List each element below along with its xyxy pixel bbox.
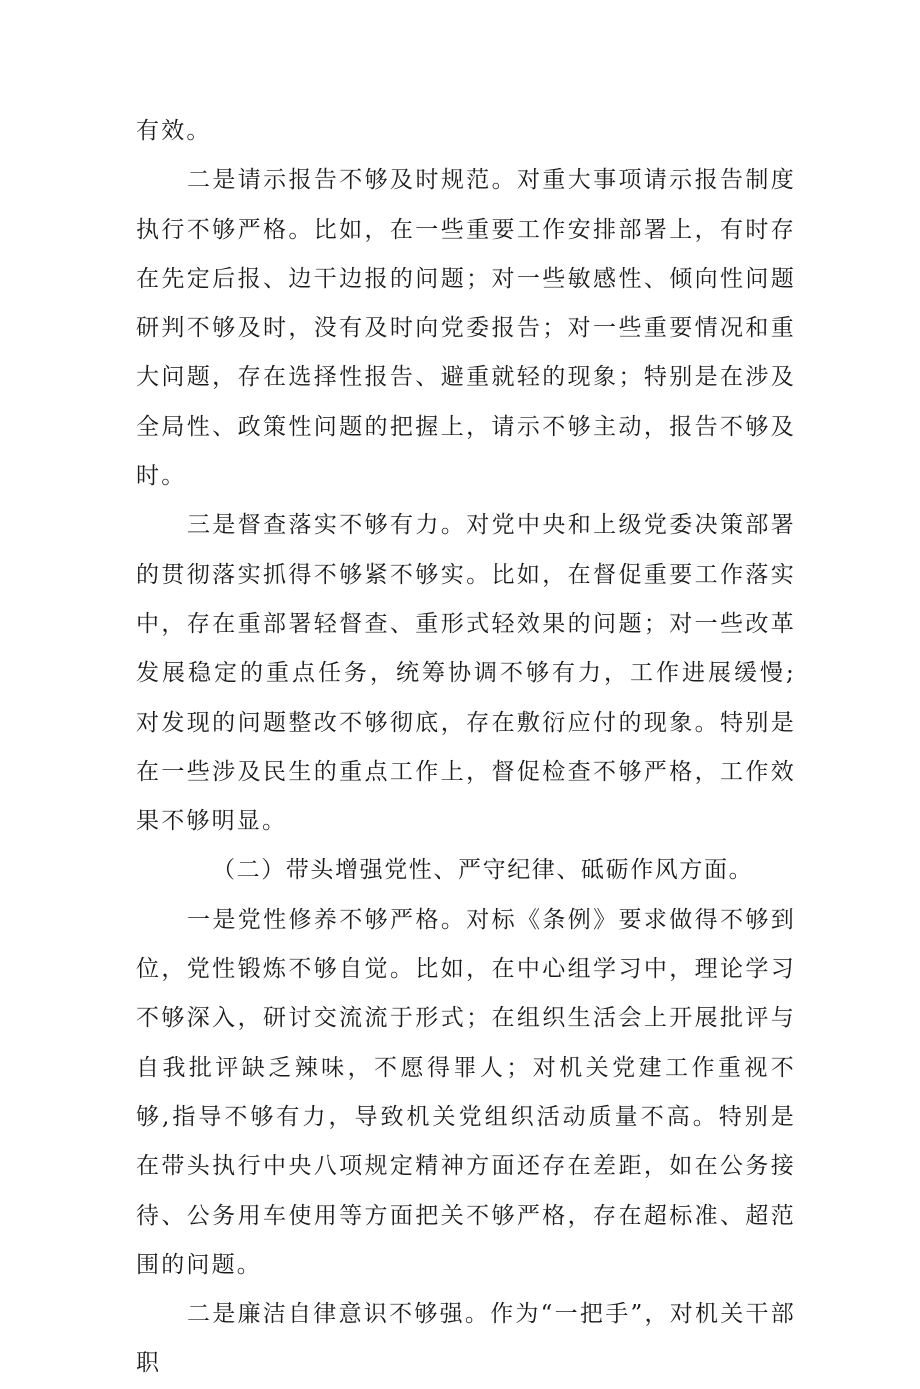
paragraph-party-spirit-issue: 一是党性修养不够严格。对标《条例》要求做得不够到位，党性锻炼不够自觉。比如，在中心组学习中，理论学习不够深入，研讨交流流于形式；在组织生活会上开展批评与自我批评缺乏辣味，不愿得罪人；对机关党建工作重视不够,指导不够有力，导致机关党组织活动质量不高。特别是在带头执行中央八项规定精神方面还存在差距，如在公务接待、公务用车使用等方面把关不够严格，存在超标准、超范围的问题。 bbox=[136, 906, 796, 1278]
document-body bbox=[136, 107, 796, 1389]
paragraph-integrity-issue: 二是廉洁自律意识不够强。作为“一把手”，对机关干部职 bbox=[136, 1301, 796, 1377]
paragraph-supervision-issue: 三是督查落实不够有力。对党中央和上级党委决策部署的贯彻落实抓得不够紧不够实。比如，在督促重要工作落实中，存在重部署轻督查、重形式轻效果的问题；对一些改革发展稳定的重点任务，统筹协调不够有力，工作进展缓慢;对发现的问题整改不够彻底，存在敷衍应付的现象。特别是在一些涉及民生的重点工作上，督促检查不够严格，工作效果不够明显。 bbox=[136, 512, 796, 835]
paragraph-continuation: 有效。 bbox=[136, 118, 212, 144]
paragraph-report-issue: 二是请示报告不够及时规范。对重大事项请示报告制度执行不够严格。比如，在一些重要工作安排部署上，有时存在先定后报、边干边报的问题；对一些敏感性、倾向性问题研判不够及时，没有及时向党委报告；对一些重要情况和重大问题，存在选择性报告、避重就轻的现象；特别是在涉及全局性、政策性问题的把握上，请示不够主动，报告不够及时。 bbox=[136, 167, 796, 490]
section-heading: （二）带头增强党性、严守纪律、砥砺作风方面。 bbox=[212, 857, 754, 884]
